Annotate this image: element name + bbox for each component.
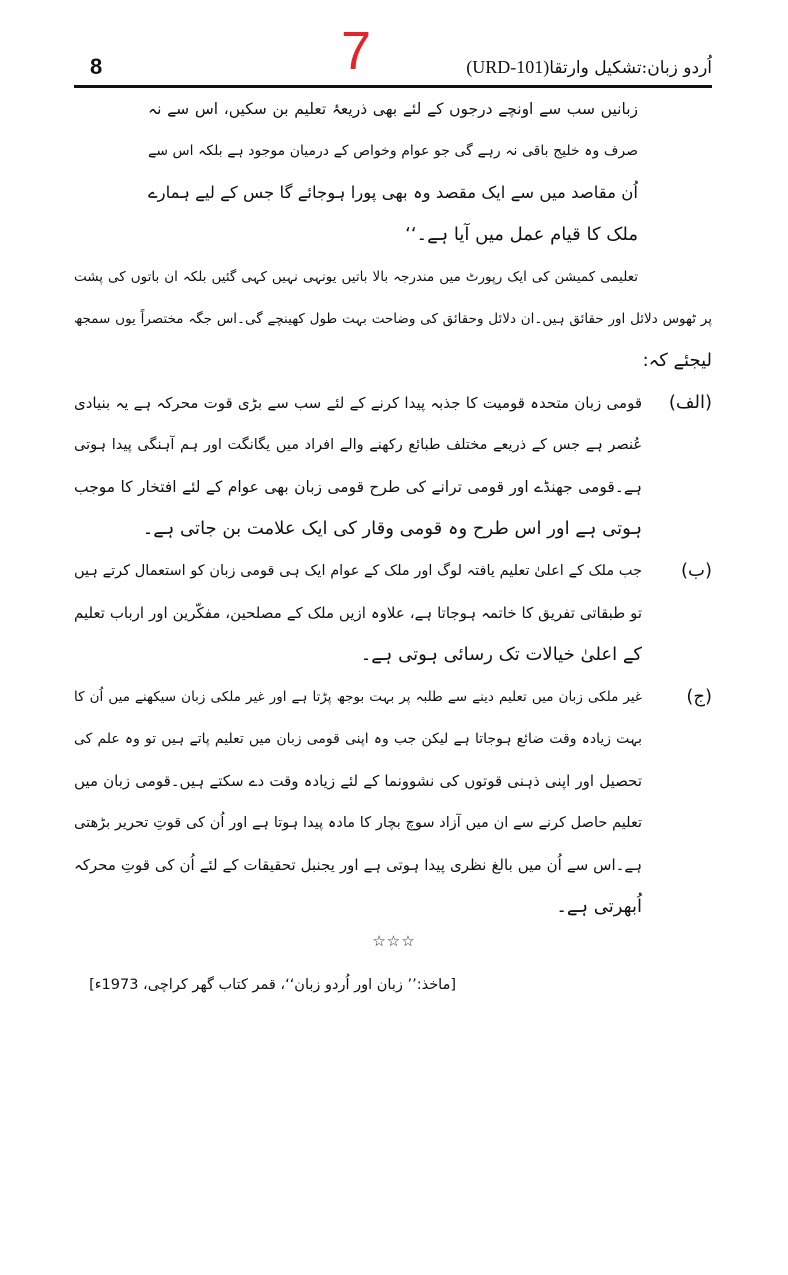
list-line: تحصیل اور اپنی ذہنی قوتوں کی نشوونما کے لئے زیادہ وقت دے سکتے ہیں۔قومی زبان میں (74, 772, 642, 790)
list-label: (الف) (668, 392, 712, 413)
quote-line: ملک کا قیام عمل میں آیا ہے۔‘‘ (405, 224, 638, 245)
page-number: 8 (90, 54, 103, 79)
list-line: ہوتی ہے اور اس طرح وہ قومی وقار کی ایک علامت بن جاتی ہے۔ (142, 518, 642, 539)
paragraph-line: لیجئے کہ: (642, 350, 712, 371)
list-line: غیر ملکی زبان میں تعلیم دینے سے طلبہ پر بہت بوجھ پڑتا ہے اور غیر ملکی زبان سیکھنے میں اُن کا (74, 689, 642, 705)
quote-line: اُن مقاصد میں سے ایک مقصد وہ بھی پورا ہوجائے گا جس کے لیے ہمارے (148, 183, 638, 202)
running-header-title (466, 54, 712, 81)
list-line: اُبھرتی ہے۔ (556, 896, 642, 917)
section-separator-stars-icon: ☆☆☆ (372, 932, 416, 950)
book-title: اُردو زبان:تشکیل وارتقا (549, 58, 712, 78)
list-line: بہت زیادہ وقت ضائع ہوجاتا ہے لیکن جب وہ اپنی قومی زبان میں تعلیم پاتے ہیں تو وہ علم کی (74, 731, 642, 747)
list-line: عُنصر ہے جس کے ذریعے مختلف طبائع رکھنے والے افراد میں یگانگت اور ہم آہنگی پیدا ہوتی (74, 437, 642, 453)
quote-line: صرف وہ خلیج باقی نہ رہے گی جو عوام وخواص کے درمیان موجود ہے بلکہ اس سے (148, 143, 638, 159)
list-line: جب ملک کے اعلیٰ تعلیم یافتہ لوگ اور ملک کے عوام ایک ہی قومی زبان کو استعمال کرتے ہیں (74, 563, 642, 579)
list-line: ہے۔قومی جھنڈے اور قومی ترانے کی طرح قومی زبان بھی عوام کے لئے افتخار کا موجب (74, 478, 642, 496)
paragraph-line: تعلیمی کمیشن کی ایک رپورٹ میں مندرجہ بالا باتیں یونہی نہیں کہی گئیں بلکہ ان باتوں کی پشت (74, 269, 638, 285)
header-rule (74, 85, 712, 88)
list-line: تو طبقاتی تفریق کا خاتمہ ہوجاتا ہے، علاوہ ازیں ملک کے مصلحین، مفکّرین اور ارباب تعلیم (74, 604, 642, 622)
paragraph-line: پر ٹھوس دلائل اور حقائق ہیں۔ان دلائل وحقائق کی وضاحت بہت طول کھینچے گی۔اس جگہ مختصراً یوں سمجھ (74, 311, 712, 327)
course-code: (URD-101) (466, 57, 550, 77)
list-label: (ج) (686, 686, 712, 707)
source-citation: [ماخذ:’’ زبان اور اُردو زبان‘‘، قمر کتاب گھر کراچی، 1973ء] (89, 977, 456, 993)
list-line: کے اعلیٰ خیالات تک رسائی ہوتی ہے۔ (360, 644, 642, 665)
chapter-number: 7 (340, 21, 372, 81)
quote-line: زبانیں سب سے اونچے درجوں کے لئے بھی ذریعۂ تعلیم بن سکیں، اس سے نہ (148, 100, 638, 118)
list-line: ہے۔اس سے اُن میں بالغ نظری پیدا ہوتی ہے اور یجنبل تحقیقات کے لئے اُن کی قوتِ محرکہ (74, 856, 642, 874)
list-line: قومی زبان متحدہ قومیت کا جذبہ پیدا کرنے کے لئے سب سے بڑی قوت محرکہ ہے یہ بنیادی (74, 394, 642, 412)
list-label: (ب) (681, 560, 712, 581)
list-line: تعلیم حاصل کرنے سے ان میں آزاد سوچ بچار کا مادہ پیدا ہوتا ہے اور اُن کی قوتِ تحریر بڑھتی (74, 815, 642, 831)
